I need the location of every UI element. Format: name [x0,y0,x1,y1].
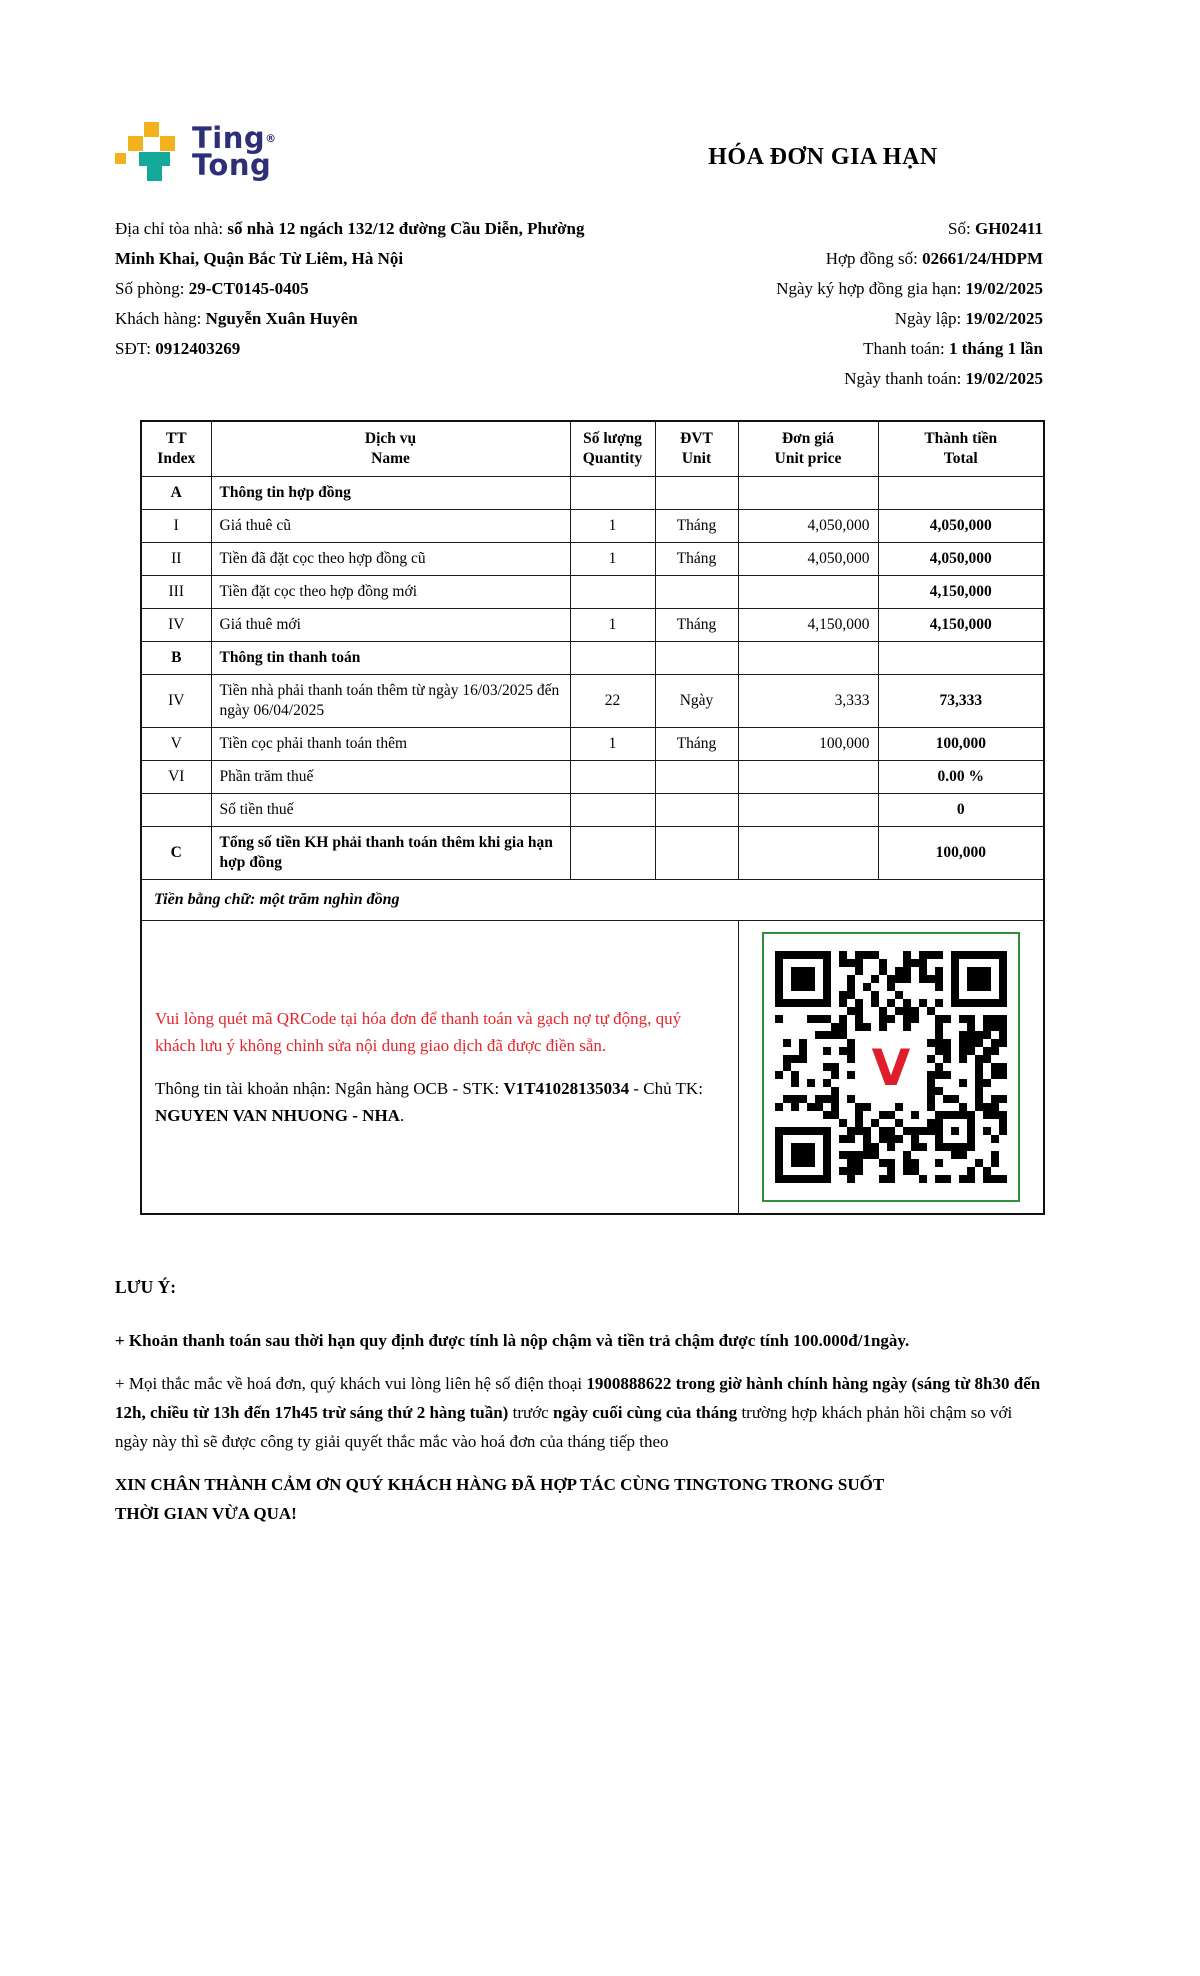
info-right-column [597,214,1043,394]
contract-number-line: Hợp đồng số: 02661/24/HDPM [825,249,1043,268]
tingtong-wordmark [192,121,277,184]
payment-qr-row [141,921,1044,1215]
col-header-name: Dịch vụ Name [211,421,570,477]
table-row: III Tiền đặt cọc theo hợp đồng mới 4,150,000 [141,576,1044,609]
invoice-info [115,214,1043,394]
late-payment-note: + Khoản thanh toán sau thời hạn quy định được tính là nộp chậm và tiền trả chậm được tính 100.000đ/1ngày. [115,1331,910,1350]
payment-instructions-cell [141,921,738,1215]
tingtong-logo [115,122,277,184]
info-left-column [115,214,597,394]
amount-in-words: Tiền bằng chữ: một trăm nghìn đồng [141,880,1044,921]
wordmark-line1: Ting [192,121,266,155]
customer-name-line: Khách hàng: Nguyễn Xuân Huyên [115,309,358,328]
tingtong-logo-icon [115,122,177,184]
wordmark-line2: Tong [192,148,272,182]
room-number-line: Số phòng: 29-CT0145-0405 [115,279,309,298]
table-row: Số tiền thuế 0 [141,794,1044,827]
col-header-unit: ĐVT Unit [655,421,738,477]
table-row: IV Tiền nhà phải thanh toán thêm từ ngày 16/03/2025 đến ngày 06/04/2025 22 Ngày 3,333 73,333 [141,675,1044,728]
payment-date-line: Ngày thanh toán: 19/02/2025 [844,369,1043,388]
page-title: HÓA ĐƠN GIA HẠN [708,144,938,170]
phone-line: SĐT: 0912403269 [115,339,241,358]
header [115,108,1043,184]
table-row: VI Phần trăm thuế 0.00 % [141,761,1044,794]
payment-cycle-line: Thanh toán: 1 tháng 1 lần [863,339,1043,358]
grand-total-row: C Tổng số tiền KH phải thanh toán thêm khi gia hạn hợp đồng 100,000 [141,827,1044,880]
hotline-note: + Mọi thắc mắc về hoá đơn, quý khách vui lòng liên hệ số điện thoại 1900888622 trong giờ hành chính hàng ngày (sáng từ 8h30 đến 12h, chiều từ 13h đến 17h45 trừ sáng thứ 2 hàng tuần) trước ngày cuối cùng của tháng trường hợp khách phản hồi chậm so với ngày này thì sẽ được công ty giải quyết thắc mắc vào hoá đơn của tháng tiếp theo [115,1374,1041,1451]
receiving-account-info: Thông tin tài khoản nhận: Ngân hàng OCB - STK: V1T41028135034 - Chủ TK: NGUYEN VAN NHUONG - NHA. [155,1079,703,1125]
renewal-sign-date-line: Ngày ký hợp đồng gia hạn: 19/02/2025 [776,279,1043,298]
issue-date-line: Ngày lập: 19/02/2025 [894,309,1043,328]
thank-you-note: XIN CHÂN THÀNH CẢM ƠN QUÝ KHÁCH HÀNG ĐÃ HỢP TÁC CÙNG TINGTONG TRONG SUỐT THỜI GIAN VỪA QUA! [115,1475,884,1523]
table-row: I Giá thuê cũ 1 Tháng 4,050,000 4,050,000 [141,510,1044,543]
qr-code-frame [762,932,1020,1202]
col-header-quantity: Số lượng Quantity [570,421,655,477]
notes-heading: LƯU Ý: [115,1277,177,1297]
col-header-unit-price: Đơn giá Unit price [738,421,878,477]
table-row: IV Giá thuê mới 1 Tháng 4,150,000 4,150,000 [141,609,1044,642]
table-row: II Tiền đã đặt cọc theo hợp đồng cũ 1 Tháng 4,050,000 4,050,000 [141,543,1044,576]
table-row: B Thông tin thanh toán [141,642,1044,675]
col-header-total: Thành tiền Total [878,421,1044,477]
qr-code-cell [738,921,1044,1215]
payment-qr-code [775,951,1007,1183]
table-header-row [141,421,1044,477]
qr-payment-warning: Vui lòng quét mã QRCode tại hóa đơn để thanh toán và gạch nợ tự động, quý khách lưu ý không chỉnh sửa nội dung giao dịch đã được điền sẵn. [155,1009,682,1055]
invoice-number-line: Số: GH02411 [948,219,1043,238]
building-address-line: Địa chỉ tòa nhà: số nhà 12 ngách 132/12 đường Cầu Diễn, Phường Minh Khai, Quận Bắc Từ Liêm, Hà Nội [115,219,585,268]
col-header-index: TT Index [141,421,211,477]
table-row: V Tiền cọc phải thanh toán thêm 1 Tháng 100,000 100,000 [141,728,1044,761]
invoice-table [140,420,1045,1215]
registered-mark: ® [265,132,277,145]
amount-in-words-row [141,880,1044,921]
table-row: A Thông tin hợp đồng [141,477,1044,510]
footer-notes [115,1273,1043,1528]
svg-text:V: V [871,1039,911,1097]
